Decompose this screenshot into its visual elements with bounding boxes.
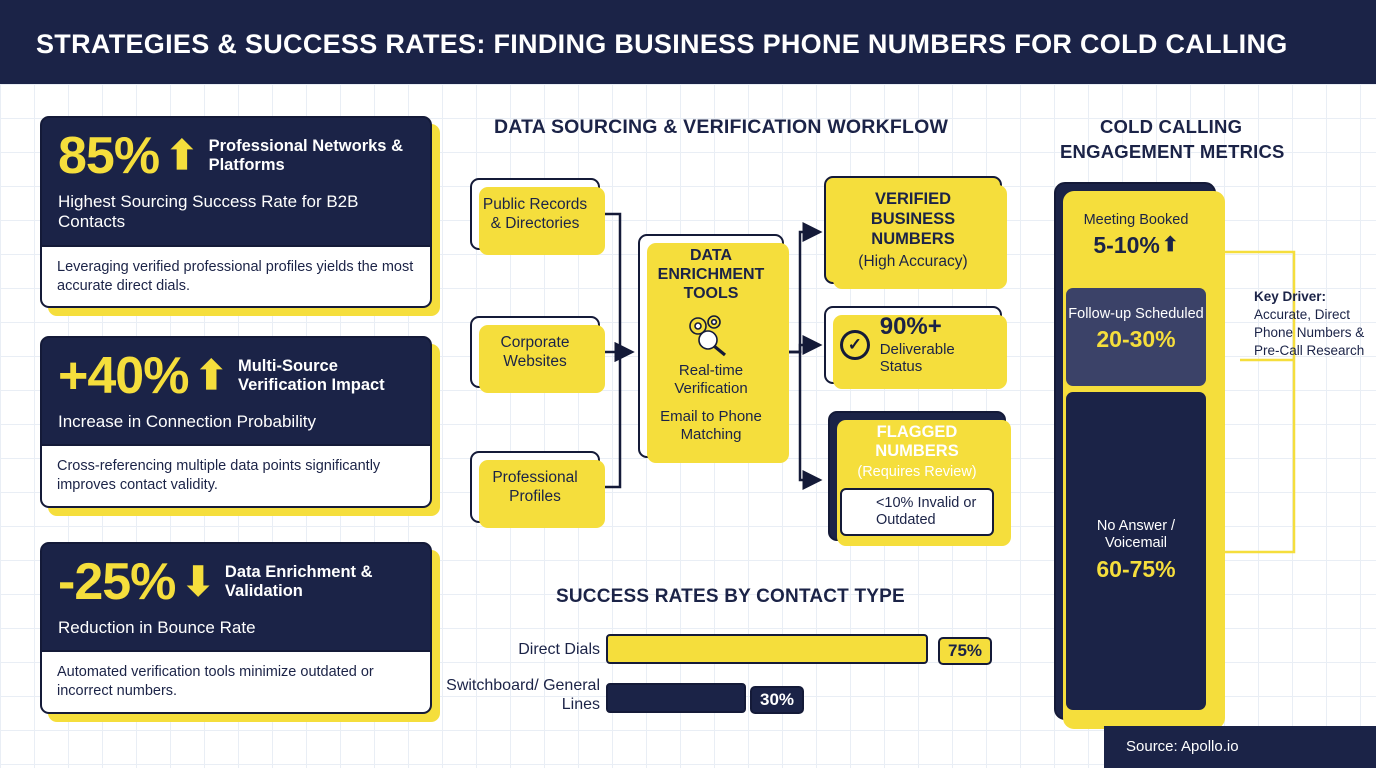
stat-card-data-enrichment	[40, 542, 432, 714]
stat-title: Data Enrichment & Validation	[224, 562, 373, 600]
segment-value: 20-30%	[1096, 326, 1176, 353]
segment-label: Follow-up Scheduled	[1068, 306, 1204, 322]
flow-output-deliverable-status	[824, 306, 1002, 384]
stat-card-top	[40, 116, 432, 247]
workflow-section-title: DATA SOURCING & VERIFICATION WORKFLOW	[494, 116, 949, 138]
bar-category-label-0: Direct Dials	[518, 641, 600, 658]
flow-source-public-records	[470, 178, 600, 250]
key-driver-text: Accurate, Direct Phone Numbers & Pre-Call Research	[1254, 306, 1365, 358]
output-subtitle: (Requires Review)	[857, 463, 977, 480]
segment-value: 60-75%	[1096, 555, 1176, 582]
stat-subtitle: Reduction in Bounce Rate	[58, 618, 256, 637]
funnel-segment-follow-up	[1066, 288, 1206, 386]
engine-feature-2: Email to Phone Matching	[660, 407, 762, 443]
stat-subtitle: Increase in Connection Probability	[58, 412, 316, 431]
output-label: Deliverable Status	[879, 340, 955, 375]
segment-value: 5-10%	[1093, 232, 1160, 259]
flow-engine-data-enrichment-tools	[638, 234, 784, 458]
bar-direct-dials	[606, 634, 928, 664]
stat-value: -25%	[58, 553, 176, 611]
output-title: FLAGGED NUMBERS	[875, 423, 959, 461]
stat-title: Multi-Source Verification Impact	[237, 356, 385, 394]
output-title: VERIFIED BUSINESS NUMBERS	[870, 190, 956, 248]
flow-source-corporate-websites	[470, 316, 600, 388]
bar-value-1: 30%	[750, 686, 804, 714]
bar-value-0: 75%	[938, 637, 992, 665]
stat-note: Cross-referencing multiple data points significantly improves contact validity.	[40, 446, 432, 508]
check-circle-icon: ✓	[840, 330, 870, 360]
warning-triangle-icon: ⚠	[850, 501, 868, 524]
segment-label: Meeting Booked	[1083, 212, 1189, 228]
source-footer	[1104, 726, 1376, 768]
stat-note: Automated verification tools minimize outdated or incorrect numbers.	[40, 652, 432, 714]
funnel-segment-no-answer	[1066, 392, 1206, 710]
stat-card-top	[40, 542, 432, 652]
bar-category-label-1: Switchboard/ General Lines	[446, 677, 600, 714]
flow-source-professional-profiles	[470, 451, 600, 523]
engagement-funnel	[1054, 182, 1216, 720]
output-subtitle: (High Accuracy)	[858, 253, 968, 271]
engine-title: DATA ENRICHMENT TOOLS	[657, 247, 765, 303]
page-header	[0, 0, 1376, 84]
key-driver-heading: Key Driver:	[1254, 289, 1327, 304]
engagement-title-line1: COLD CALLING	[1100, 116, 1243, 137]
arrow-up-icon: ⬆	[1161, 233, 1179, 256]
arrow-up-icon: ⬆	[165, 134, 199, 178]
stat-subtitle: Highest Sourcing Success Rate for B2B Contacts	[58, 192, 359, 232]
stat-title: Professional Networks & Platforms	[208, 136, 403, 174]
funnel-segment-meeting-booked	[1066, 194, 1206, 282]
output-note: <10% Invalid or Outdated	[875, 494, 977, 529]
flow-output-flagged-numbers	[828, 411, 1006, 541]
flow-source-label: Professional Profiles	[492, 468, 578, 505]
stat-card-multi-source-verification	[40, 336, 432, 508]
page-title: STRATEGIES & SUCCESS RATES: FINDING BUSINESS PHONE NUMBERS FOR COLD CALLING	[36, 29, 1288, 59]
key-driver-callout	[1254, 288, 1366, 360]
flow-source-label: Public Records & Directories	[482, 195, 588, 232]
bar-chart-title: SUCCESS RATES BY CONTACT TYPE	[556, 586, 905, 607]
output-value: 90%+	[879, 312, 942, 340]
stat-value: 85%	[58, 127, 160, 185]
stat-note: Leveraging verified professional profiles yields the most accurate direct dials.	[40, 247, 432, 309]
engine-feature-1: Real-time Verification	[674, 361, 748, 397]
engagement-title-line2: ENGAGEMENT METRICS	[1060, 141, 1285, 162]
stat-value: +40%	[58, 347, 189, 405]
bar-switchboard	[606, 683, 746, 713]
source-label: Source: Apollo.io	[1126, 738, 1239, 755]
gears-magnifier-icon	[681, 310, 741, 358]
stat-card-professional-networks	[40, 116, 432, 308]
arrow-down-icon: ⬇	[181, 560, 215, 604]
flow-output-verified-numbers	[824, 176, 1002, 284]
flow-source-label: Corporate Websites	[500, 333, 570, 370]
arrow-up-icon: ⬆	[194, 354, 228, 398]
stat-card-top	[40, 336, 432, 446]
segment-label: No Answer / Voicemail	[1096, 518, 1176, 552]
